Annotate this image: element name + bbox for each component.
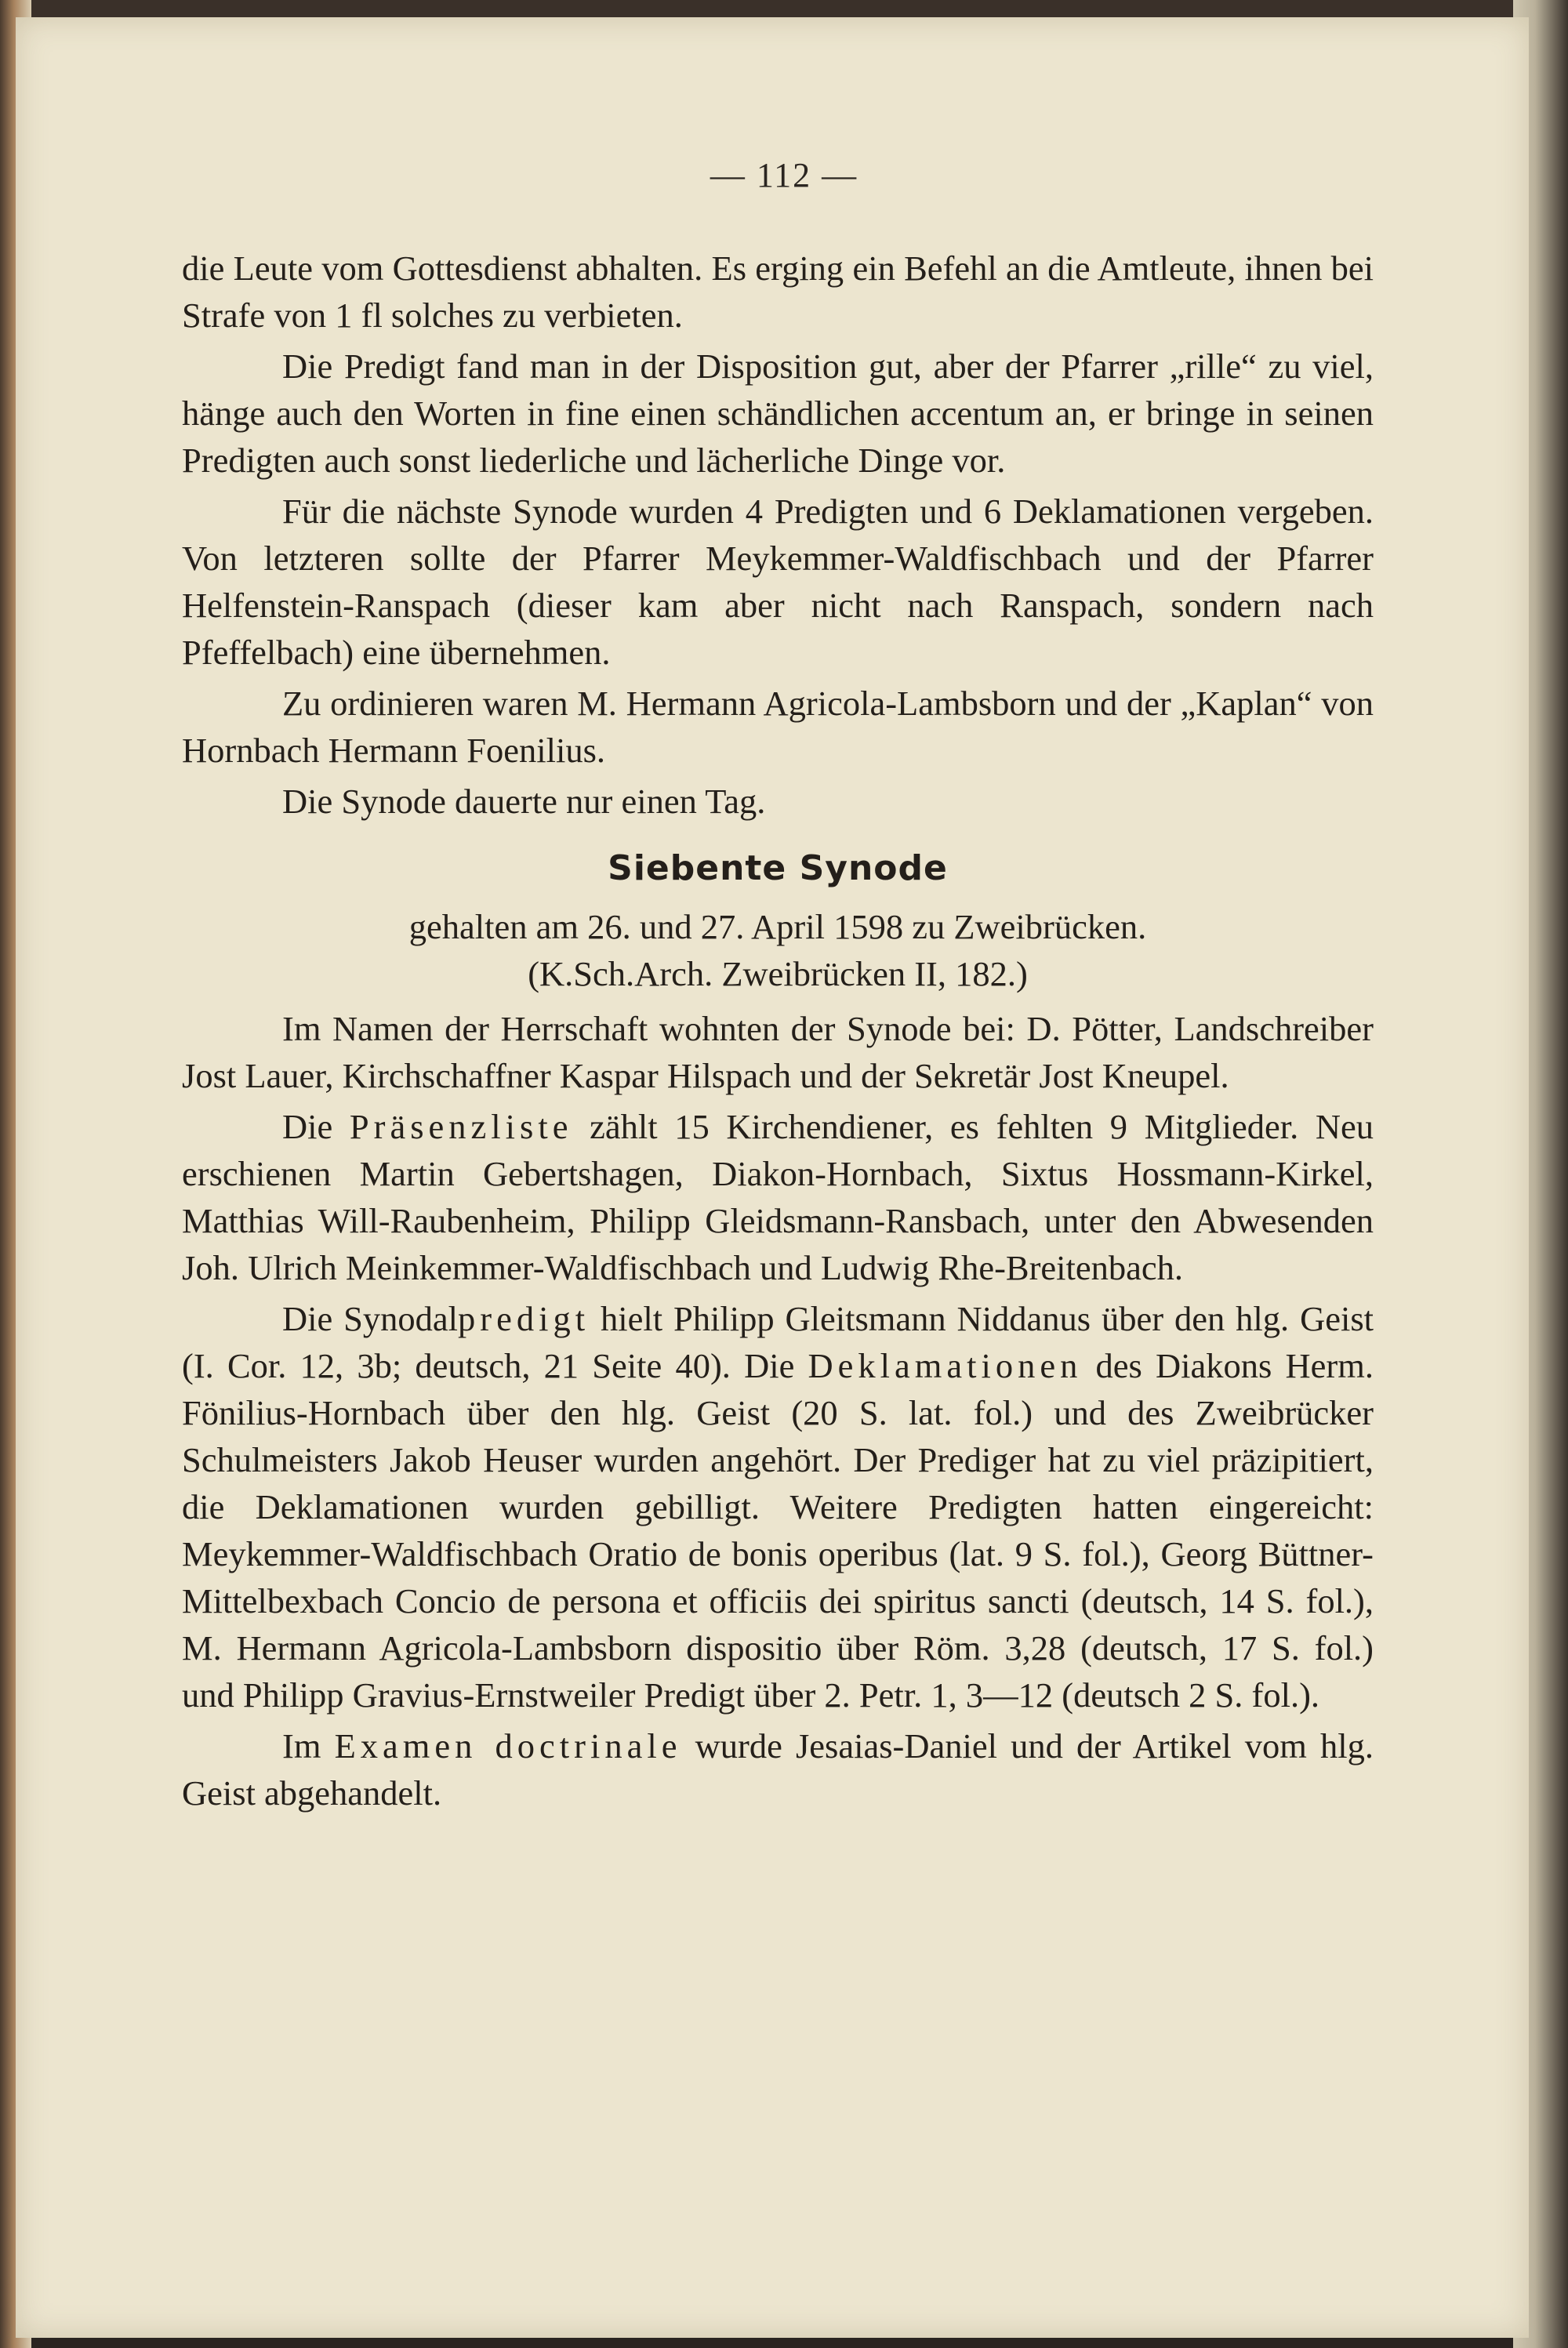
paragraph-9-rest: wurde Jesaias-Daniel und der Artikel vom hlg. Geist abgehandelt.: [182, 1726, 1374, 1813]
paragraph-8-spaced-2: Deklamationen: [808, 1346, 1083, 1385]
paragraph-7-spaced: Präsenzliste: [349, 1107, 573, 1146]
paragraph-9-start: Im: [282, 1726, 335, 1766]
paragraph-3: Für die nächste Synode wurden 4 Predigten und 6 Deklamationen vergeben. Von letzteren sollte der Pfarrer Meykemmer-Waldfischbach und der Pfarrer Helfenstein-Ranspach (dieser kam aber nicht nach Ranspach, sondern nach Pfeffelbach) eine übernehmen.: [182, 492, 1374, 672]
paragraph-7-start: Die: [282, 1107, 350, 1146]
section-subtitle: gehalten am 26. und 27. April 1598 zu Zweibrücken.: [408, 907, 1147, 946]
page-number: — 112 —: [710, 156, 858, 194]
paragraph-7-rest: zählt 15 Kirchendiener, es fehlten 9 Mitglieder. Neu erschienen Martin Gebertshagen, Diakon-Hornbach, Sixtus Hossmann-Kirkel, Matthias Will-Raubenheim, Philipp Gleidsmann-Ransbach, unter den Abwesenden Joh. Ulrich Meinkemmer-Waldfischbach und Ludwig Rhe-Breitenbach.: [182, 1107, 1374, 1287]
paragraph-9: [182, 1722, 1374, 1816]
paragraph-8-start: Die Synodal: [282, 1299, 459, 1338]
paragraph-1: die Leute vom Gottesdienst abhalten. Es erging ein Befehl an die Amtleute, ihnen bei Strafe von 1 fl solches zu verbieten.: [182, 249, 1374, 335]
section-heading: Siebente Synode: [608, 848, 948, 888]
paragraph-6: Im Namen der Herrschaft wohnten der Synode bei: D. Pötter, Landschreiber Jost Lauer, Kirchschaffner Kaspar Hilspach und der Sekretär Jost Kneupel.: [182, 1009, 1374, 1095]
page-body: [182, 245, 1374, 1820]
paragraph-8-spaced-1: predigt: [458, 1299, 590, 1338]
paragraph-8-rest: des Diakons Herm. Fönilius-Hornbach über den hlg. Geist (20 S. lat. fol.) und des Zweibrücker Schulmeisters Jakob Heuser wurden angehört. Der Prediger hat zu viel präzipitiert, die Deklamationen wurden gebilligt. Weitere Predigten hatten eingereicht: Meykemmer-Waldfischbach Oratio de bonis operibus (lat. 9 S. fol.), Georg Büttner-Mittelbexbach Concio de persona et officiis dei spiritus sancti (deutsch, 14 S. fol.), M. Hermann Agricola-Lambsborn dispositio über Röm. 3,28 (deutsch, 17 S. fol.) und Philipp Gravius-Ernstweiler Predigt über 2. Petr. 1, 3—12 (deutsch 2 S. fol.).: [182, 1346, 1374, 1715]
paragraph-8: [182, 1295, 1374, 1718]
paragraph-5: Die Synode dauerte nur einen Tag.: [282, 782, 766, 821]
paragraph-8-mid: hielt Philipp Gleitsmann Niddanus über den hlg. Geist (I. Cor. 12, 3b; deutsch, 21 Seite 40). Die: [182, 1299, 1374, 1385]
paragraph-9-spaced: Examen doctrinale: [334, 1726, 682, 1766]
paragraph-4: Zu ordinieren waren M. Hermann Agricola-Lambsborn und der „Kaplan“ von Hornbach Hermann Foenilius.: [182, 684, 1374, 770]
paragraph-7: [182, 1103, 1374, 1291]
paragraph-2: Die Predigt fand man in der Disposition gut, aber der Pfarrer „rille“ zu viel, hänge auch den Worten in fine einen schändlichen accentum an, er bringe in seinen Predigten auch sonst liederliche und lächerliche Dinge vor.: [182, 347, 1374, 480]
section-source: (K.Sch.Arch. Zweibrücken II, 182.): [528, 954, 1028, 993]
